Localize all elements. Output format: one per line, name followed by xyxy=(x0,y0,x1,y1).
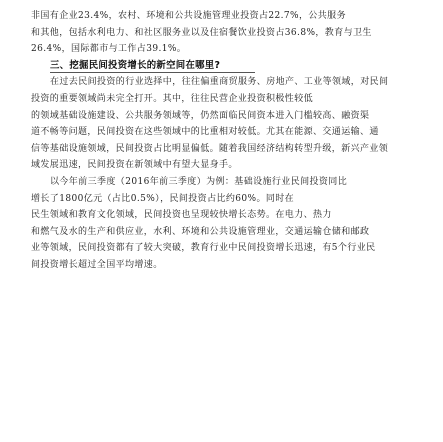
text-line: 和燃气及水的生产和供应业，水利、环境和公共设施管理业，交通运输仓储和邮政 xyxy=(31,226,370,237)
text-line: 域发展迅速，民间投资在新领域中有望大显身手。 xyxy=(31,160,238,171)
document-body xyxy=(31,8,391,274)
text-line: 信等基础设施领域，民间投资占比明显偏低。随着我国经济结构转型升级，新兴产业领 xyxy=(31,143,389,154)
heading-underline xyxy=(50,72,255,73)
text-line: 26.4%，国际都市与工作占39.1%。 xyxy=(31,44,187,55)
section-heading xyxy=(31,58,391,75)
text-line: 和其他，包括水利电力、和社区服务业以及住宿餐饮业投资占36.8%，教育与卫生 xyxy=(31,27,372,38)
text-line: 间投资增长超过全国平均增速。 xyxy=(31,259,163,270)
text-line: 民生领域和教育文化领域，民间投资也呈现较快增长态势。在电力、热力 xyxy=(31,210,332,221)
text-line: 的领域基础设施建设、公共服务领域等，仍然面临民间资本进入门槛较高、融资渠 xyxy=(31,110,370,121)
text-line: 在过去民间投资的行业选择中，往往偏重商贸服务、房地产、工业等领域，对民间 xyxy=(50,77,389,88)
text-line: 投资的重要领域尚未完全打开。其中，往往民营企业投资积极性较低 xyxy=(31,93,314,104)
text-line: 以今年前三季度（2016年前三季度）为例：基础设施行业民间投资同比 xyxy=(50,176,348,187)
section-heading-text: 三、挖掘民间投资增长的新空间在哪里? xyxy=(50,59,221,71)
text-line: 业等领域，民间投资都有了较大突破，教育行业中民间投资增长迅速，有5个行业民 xyxy=(31,243,376,254)
text-line: 增长了1800亿元（占比0.5%），民间投资占比约60%。同时在 xyxy=(31,193,295,204)
text-line: 道不畅等问题，民间投资在这些领域中的比重相对较低。尤其在能源、交通运输、通 xyxy=(31,127,379,138)
text-line: 非国有企业23.4%，农村、环境和公共设施管理业投资占22.7%，公共服务 xyxy=(31,11,346,21)
